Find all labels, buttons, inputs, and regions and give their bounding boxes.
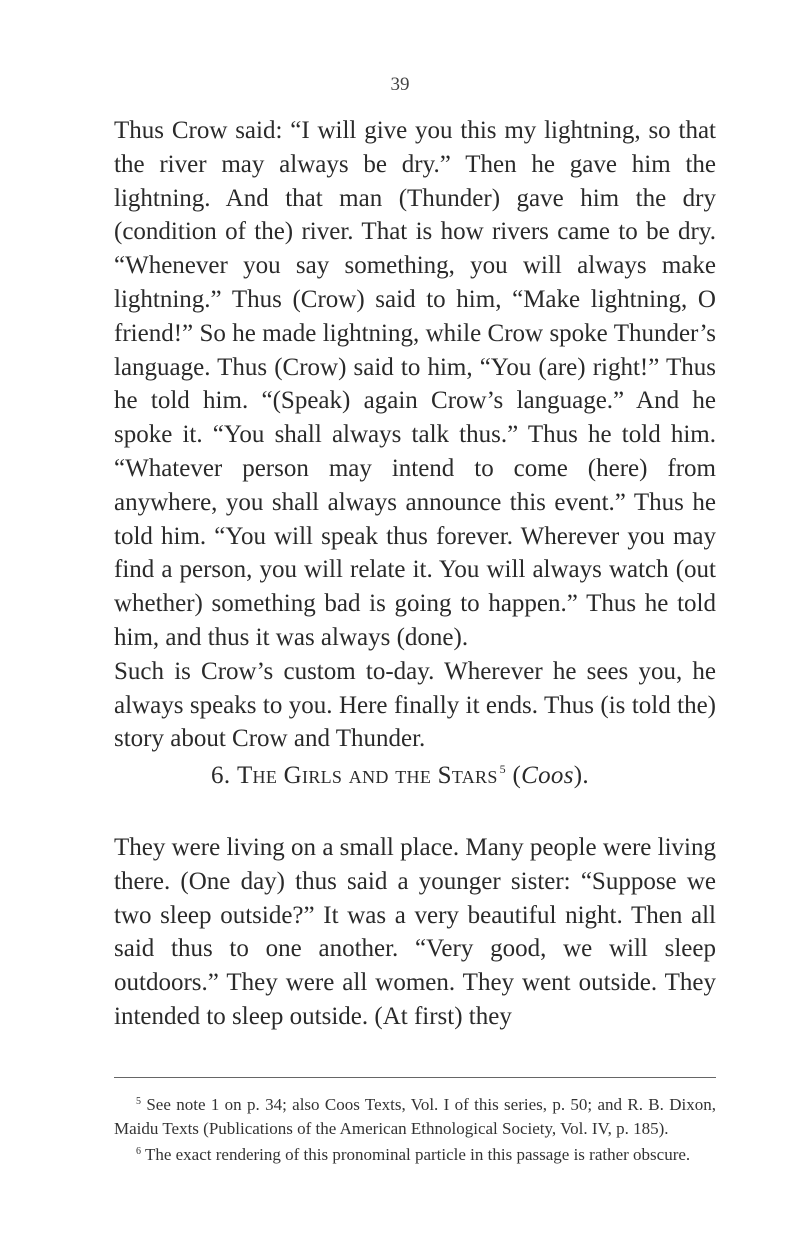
story-text [114,114,716,756]
footnote [114,1140,716,1167]
page-number: 39 [390,74,410,95]
section-source-open: ( [512,762,522,789]
section-text [114,831,716,1034]
footnote-text: See note 1 on p. 34; also Coos Texts, Vol. I of this series, p. 50; and R. B. Dixon, Maidu Texts (Publications of the American Ethnological Society, Vol. IV, p. 185). [114,1095,716,1138]
footnote-ref: 5 [499,762,506,776]
body-paragraph: Such is Crow’s custom to-day. Wherever he sees you, he always speaks to you. Here finally it ends. Thus (is told the) story about Crow and Thunder. [114,657,716,753]
footnote-divider [114,1077,716,1078]
section-number: 6. [211,762,231,789]
section-title: The Girls and the Stars [236,762,498,789]
section-heading [0,762,800,790]
footnotes [114,1090,716,1167]
body-paragraph: Thus Crow said: “I will give you this my lightning, so that the river may always be dry.” Then he gave him the lightning. And that man (Thunder) gave him the dry (condition of the) river. That is how rivers came to be dry. “Whenever you say something, you will always make lightning.” Thus (Crow) said to him, “Make lightning, O friend!” So he made lightning, while Crow spoke Thunder’s language. Thus (Crow) said to him, “You (are) right!” Thus he told him. “(Speak) again Crow’s language.” And he spoke it. “You shall always talk thus.” Thus he told him. “Whatever person may intend to come (here) from anywhere, you shall always announce this event.” Thus he told him. “You will speak thus forever. Wherever you may find a person, you will relate it. You will always watch (out whether) something bad is going to happen.” Thus he told him, and thus it was always (done). [114,117,716,651]
section-source: Coos [521,762,574,789]
footnote-marker: 6 [136,1146,141,1157]
body-paragraph: They were living on a small place. Many people were living there. (One day) thus said a younger sister: “Suppose we two sleep outside?” It was a very beautiful night. Then all said thus to one another. “Very good, we will sleep outdoors.” They were all women. They went outside. They intended to sleep outside. (At first) they [114,834,716,1030]
section-source-close: ). [573,762,589,789]
footnote [114,1090,716,1140]
footnote-marker: 5 [136,1096,141,1107]
footnote-text: The exact rendering of this pronominal particle in this passage is rather obscure. [141,1145,691,1164]
